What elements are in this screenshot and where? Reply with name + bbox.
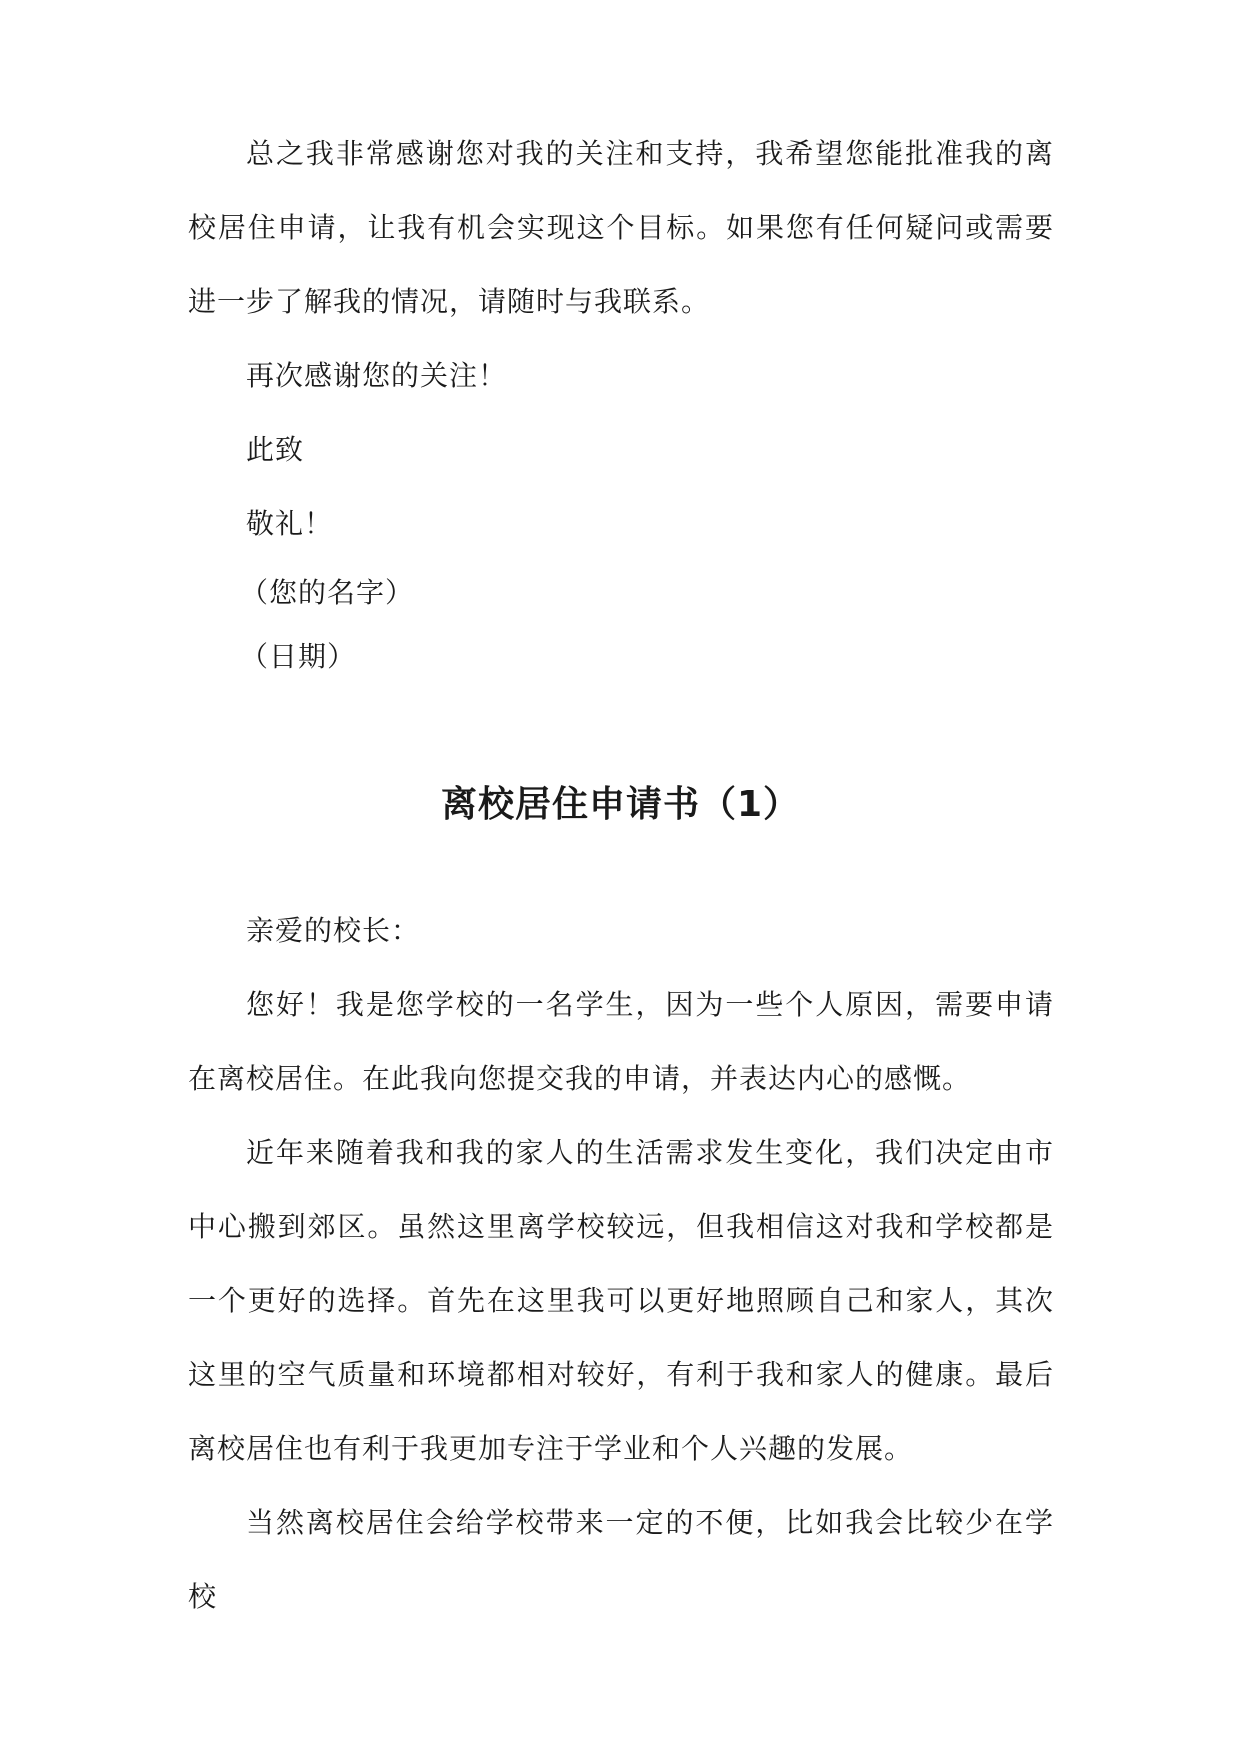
- thanks-line: 再次感谢您的关注！: [246, 359, 508, 392]
- signature-date-placeholder: （日期）: [240, 640, 357, 673]
- letter-paragraph-3: 当然离校居住会给学校带来一定的不便，比如我会比较少在学校: [188, 1506, 1054, 1613]
- letter-body: [188, 894, 1054, 1634]
- letter-paragraph-2: 近年来随着我和我的家人的生活需求发生变化，我们决定由市中心搬到郊区。虽然这里离学校较远，但我相信这对我和学校都是一个更好的选择。首先在这里我可以更好地照顾自己和家人，其次这里的空气质量和环境都相对较好，有利于我和家人的健康。最后离校居住也有利于我更加专注于学业和个人兴趣的发展。: [188, 1136, 1054, 1465]
- letter-paragraph-1: 您好！我是您学校的一名学生，因为一些个人原因，需要申请在离校居住。在此我向您提交我的申请，并表达内心的感慨。: [188, 988, 1054, 1095]
- closing-line-1: 此致: [246, 433, 305, 466]
- signature-name-placeholder: （您的名字）: [240, 576, 415, 609]
- document-title: 离校居住申请书（1）: [440, 784, 801, 825]
- closing-paragraph: 总之我非常感谢您对我的关注和支持，我希望您能批准我的离校居住申请，让我有机会实现这个目标。如果您有任何疑问或需要进一步了解我的情况，请随时与我联系。: [188, 137, 1054, 318]
- closing-line-2: 敬礼！: [246, 507, 334, 540]
- letter-salutation: 亲爱的校长：: [246, 914, 421, 947]
- top-section: [188, 117, 1054, 689]
